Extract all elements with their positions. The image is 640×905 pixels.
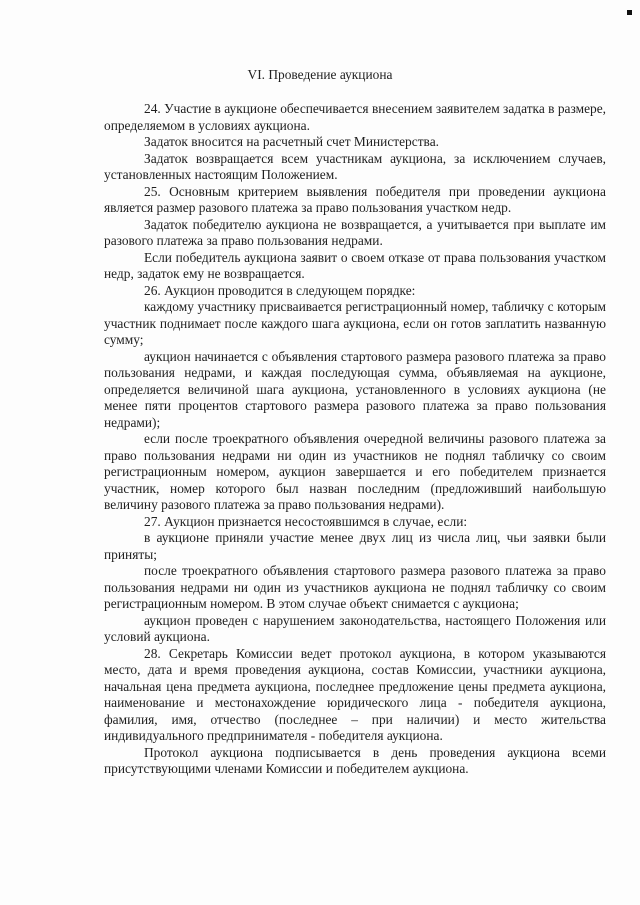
paragraph-deposit-winner: Задаток победителю аукциона не возвращается, а учитывается при выплате им разового платежа за право пользования недрами. xyxy=(104,216,606,248)
document-body xyxy=(104,101,606,778)
paragraph-26: 26. Аукцион проводится в следующем порядке: xyxy=(144,282,416,298)
paragraph-26-item-2: аукцион начинается с объявления стартового размера разового платежа за право пользования недрами, и каждая последующая сумма, объявляемая на аукционе, определяется величиной шага аукциона, установленного в условиях аукциона (не менее пяти процентов стартового размера разового платежа за право пользования недрами); xyxy=(104,348,606,430)
paragraph-27-item-1: в аукционе приняли участие менее двух лиц из числа лиц, чьи заявки были приняты; xyxy=(104,530,606,562)
paragraph-protocol-signing: Протокол аукциона подписывается в день проведения аукциона всеми присутствующими членами Комиссии и победителем аукциона. xyxy=(104,744,606,776)
paragraph-27-item-3: аукцион проведен с нарушением законодательства, настоящего Положения или условий аукциона. xyxy=(104,612,606,644)
paragraph-28: 28. Секретарь Комиссии ведет протокол аукциона, в котором указываются место, дата и время проведения аукциона, состав Комиссии, участники аукциона, начальная цена предмета аукциона, последнее предложение цены предмета аукциона, наименование и местонахождение юридического лица - победителя аукциона, фамилия, имя, отчество (последнее – при наличии) и место жительства индивидуального предпринимателя - победителя аукциона. xyxy=(104,645,606,743)
paragraph-26-item-3: если после троекратного объявления очередной величины разового платежа за право пользования недрами ни один из участников не поднял табличку со своим регистрационным номером, аукцион завершается и его победителем признается участник, номер которого был назван последним (предложивший наибольшую величину разового платежа за право пользования недрами). xyxy=(104,431,606,512)
paragraph-deposit-return: Задаток возвращается всем участникам аукциона, за исключением случаев, установленных настоящим Положением. xyxy=(104,150,606,182)
paragraph-winner-refusal: Если победитель аукциона заявит о своем отказе от права пользования участком недр, задаток ему не возвращается. xyxy=(104,249,606,281)
paragraph-27-item-2: после троекратного объявления стартового размера разового платежа за право пользования недрами ни один из участников аукциона не поднял табличку со своим регистрационным номером. В этом случае объект снимается с аукциона; xyxy=(104,563,606,611)
paragraph-27: 27. Аукцион признается несостоявшимся в случае, если: xyxy=(144,513,468,529)
paragraph-25: 25. Основным критерием выявления победителя при проведении аукциона является размер разового платежа за право пользования участком недр. xyxy=(104,183,606,215)
paragraph-deposit-account: Задаток вносится на расчетный счет Министерства. xyxy=(144,134,439,149)
paragraph-24: 24. Участие в аукционе обеспечивается внесением заявителем задатка в размере, определяемом в условиях аукциона. xyxy=(104,101,606,133)
paragraph-26-item-1: каждому участнику присваивается регистрационный номер, табличку с которым участник поднимает после каждого шага аукциона, если он готов заплатить названную сумму; xyxy=(104,299,606,347)
section-heading: VI. Проведение аукциона xyxy=(247,67,393,82)
scan-mark xyxy=(627,10,632,15)
